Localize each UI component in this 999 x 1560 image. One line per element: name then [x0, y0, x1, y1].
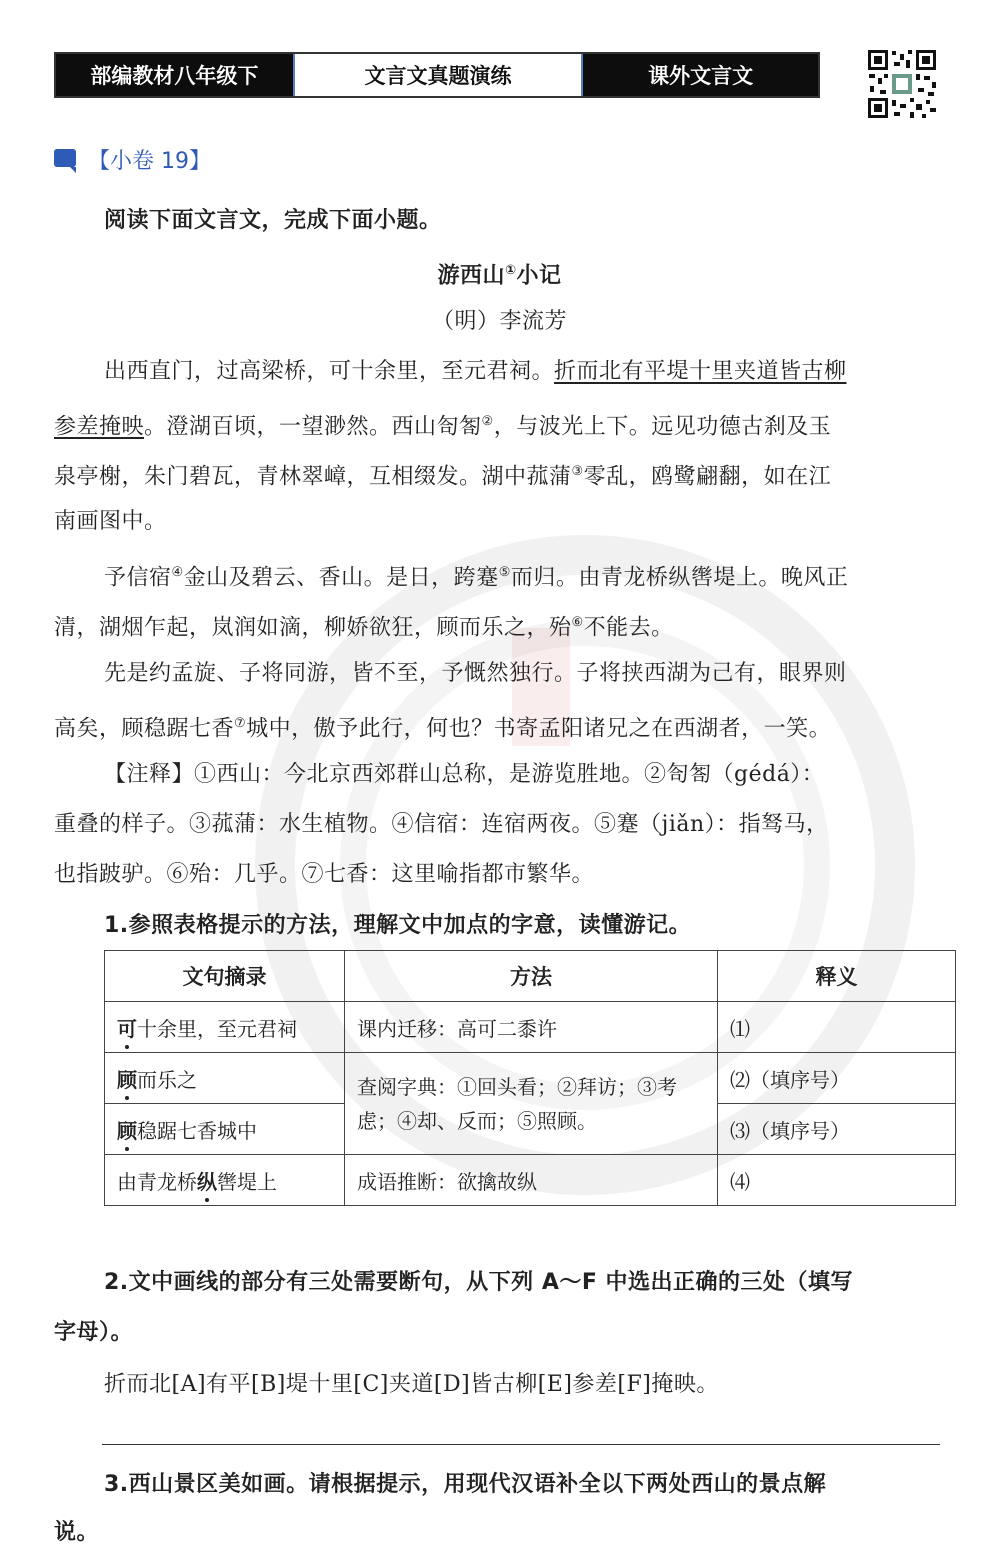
dotted-char: 顾 — [117, 1118, 137, 1143]
header-bar — [54, 52, 820, 98]
passage-title — [0, 258, 999, 289]
footnote-mark: ⑤ — [498, 565, 511, 580]
passage-text: 出西直门，过高梁桥，可十余里，至元君祠。 — [104, 359, 555, 384]
table-row — [105, 1053, 956, 1104]
note-line: 重叠的样子。③菰蒲：水生植物。④信宿：连宿两夜。⑤蹇（jiǎn）：指驽马， — [54, 812, 829, 837]
q3-prompt-cont: 说。 — [54, 1520, 100, 1545]
excerpt-text: 稳踞七香城中 — [137, 1118, 257, 1143]
excerpt-cell — [105, 1104, 345, 1155]
excerpt-text: 由青龙桥 — [117, 1169, 197, 1194]
section-tag — [54, 144, 211, 175]
bookmark-icon — [54, 147, 80, 173]
passage-text: 金山及碧云、香山。是日，跨蹇 — [183, 565, 499, 591]
passage-title-note: ① — [504, 263, 517, 278]
section-tag-label: 【小卷 19】 — [88, 149, 211, 174]
footnote-mark: ⑦ — [234, 716, 247, 731]
passage-text: 不能去。 — [583, 615, 674, 641]
passage-line — [54, 409, 831, 440]
passage-line — [54, 459, 831, 490]
excerpt-text: 辔堤上 — [217, 1169, 277, 1194]
q1-table — [104, 950, 956, 1206]
instruction: 阅读下面文言文，完成下面小题。 — [104, 208, 442, 233]
passage-text: 而归。由青龙桥纵辔堤上。晚风正 — [510, 565, 849, 591]
passage-author: （明）李流芳 — [431, 309, 567, 334]
header-category: 课外文言文 — [583, 54, 818, 96]
table-row — [105, 1155, 956, 1206]
passage-text: 予信宿 — [104, 565, 172, 591]
footnote-mark: ③ — [571, 464, 584, 479]
excerpt-cell — [105, 1053, 345, 1104]
underlined-text: 参差掩映 — [54, 414, 145, 440]
answer-cell[interactable]: ⑷ — [718, 1155, 956, 1206]
answer-cell[interactable]: ⑶（填序号） — [718, 1104, 956, 1155]
passage-text: ，与波光上下。远见功德古刹及玉 — [493, 414, 832, 440]
passage-line: 南画图中。 — [54, 509, 167, 534]
table-row — [105, 1002, 956, 1053]
passage-line: 先是约孟旋、子将同游，皆不至，予慨然独行。子将挟西湖为己有，眼界则 — [104, 661, 847, 686]
footnote-mark: ② — [481, 414, 494, 429]
excerpt-cell — [105, 1155, 345, 1206]
passage-text: 零乱，鸥鹭翩翻，如在江 — [583, 464, 832, 490]
q1-prompt: 1.参照表格提示的方法，理解文中加点的字意，读懂游记。 — [104, 913, 692, 938]
method-cell: 成语推断：欲擒故纵 — [345, 1155, 718, 1206]
q2-sentence: 折而北[A]有平[B]堤十里[C]夹道[D]皆古柳[E]参差[F]掩映。 — [104, 1372, 719, 1397]
table-header-row — [105, 951, 956, 1002]
excerpt-text: 而乐之 — [137, 1067, 197, 1092]
excerpt-text: 十余里，至元君祠 — [137, 1016, 297, 1041]
answer-line[interactable] — [102, 1444, 940, 1445]
passage-line — [54, 711, 831, 742]
q2-prompt-cont: 字母）。 — [54, 1320, 134, 1345]
passage-title-main: 游西山 — [437, 263, 505, 289]
footnote-mark: ④ — [171, 565, 184, 580]
passage-text: 高矣，顾稳踞七香 — [54, 716, 235, 742]
method-cell: 课内迁移：高可二黍许 — [345, 1002, 718, 1053]
passage-title-suffix: 小记 — [516, 263, 562, 289]
passage-line — [104, 560, 848, 591]
answer-cell[interactable]: ⑵（填序号） — [718, 1053, 956, 1104]
table-header: 释义 — [718, 951, 956, 1002]
passage-text: 。澄湖百顷，一望渺然。西山匌匒 — [144, 414, 482, 440]
note-line: 【注释】①西山：今北京西郊群山总称，是游览胜地。②匌匒（gédá）： — [104, 762, 825, 787]
table-header: 方法 — [345, 951, 718, 1002]
method-cell: 查阅字典：①回头看；②拜访；③考虑；④却、反而；⑤照顾。 — [345, 1053, 718, 1155]
passage-line — [104, 359, 847, 385]
q2-prompt: 2.文中画线的部分有三处需要断句，从下列 A～F 中选出正确的三处（填写 — [104, 1270, 854, 1295]
passage-text: 泉亭榭，朱门碧瓦，青林翠嶂，互相缀发。湖中菰蒲 — [54, 464, 572, 490]
table-header: 文句摘录 — [105, 951, 345, 1002]
header-title: 文言文真题演练 — [293, 54, 583, 96]
excerpt-cell — [105, 1002, 345, 1053]
note-line: 也指跛驴。⑥殆：几乎。⑦七香：这里喻指都市繁华。 — [54, 862, 595, 887]
dotted-char: 可 — [117, 1016, 137, 1041]
dotted-char: 顾 — [117, 1067, 137, 1092]
q3-prompt: 3.西山景区美如画。请根据提示，用现代汉语补全以下两处西山的景点解 — [104, 1472, 827, 1497]
dotted-char: 纵 — [197, 1169, 217, 1194]
passage-text: 城中，傲予此行，何也？书寄孟阳诸兄之在西湖者，一笑。 — [246, 716, 832, 742]
answer-cell[interactable]: ⑴ — [718, 1002, 956, 1053]
footnote-mark: ⑥ — [571, 615, 584, 630]
underlined-text: 折而北有平堤十里夹道皆古柳 — [554, 359, 847, 384]
qr-code-icon — [866, 48, 938, 120]
passage-line — [54, 610, 674, 641]
header-grade: 部编教材八年级下 — [56, 54, 293, 96]
passage-text: 清，湖烟乍起，岚润如滴，柳娇欲狂，顾而乐之，殆 — [54, 615, 572, 641]
